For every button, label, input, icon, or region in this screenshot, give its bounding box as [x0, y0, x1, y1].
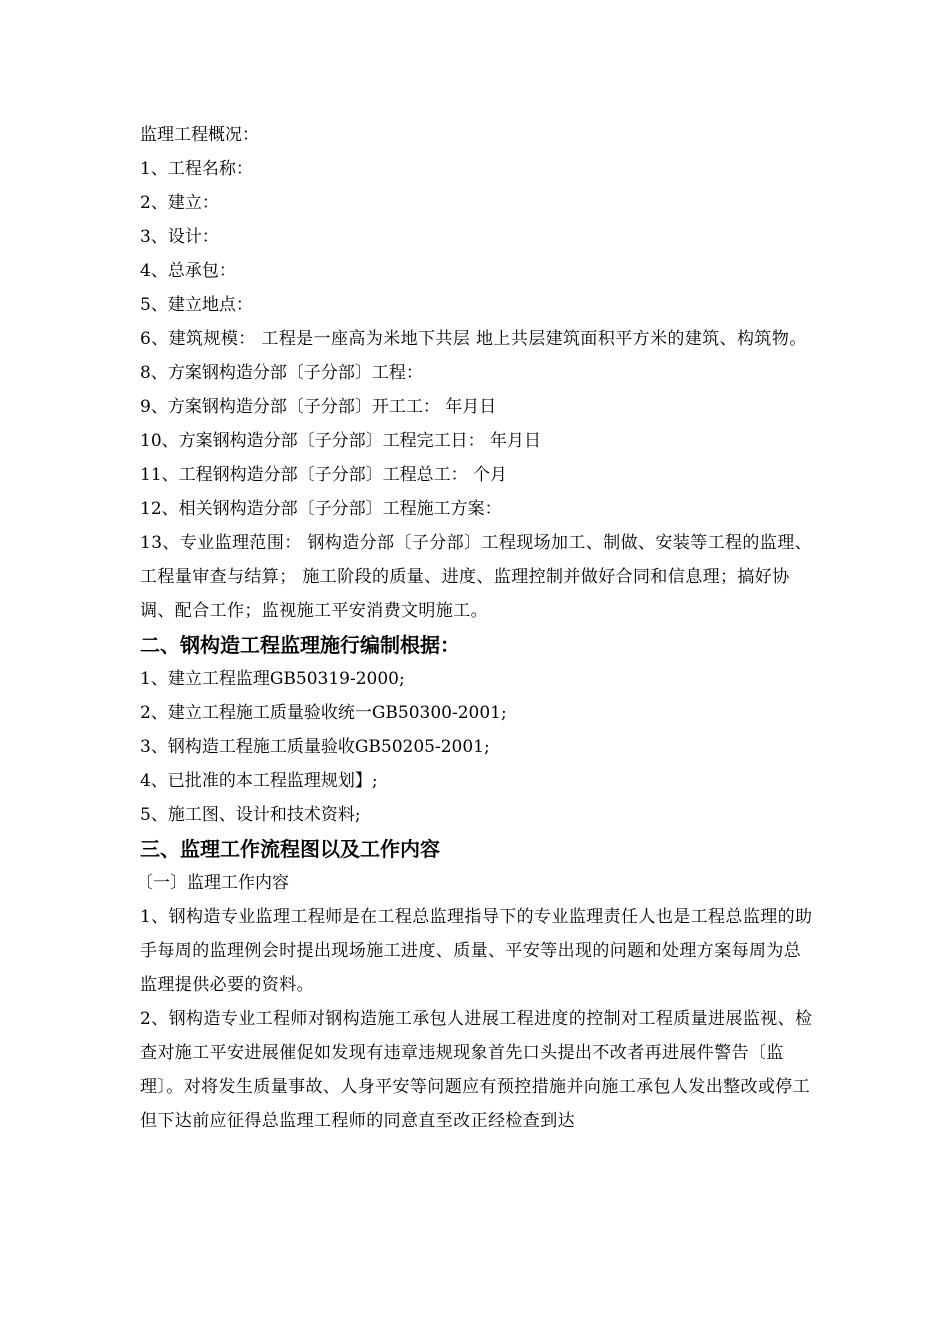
- section3-subheading: 〔一〕监理工作内容: [136, 873, 289, 893]
- overview-item-design: 3、设计：: [140, 227, 219, 247]
- section2-item-5: 5、施工图、设计和技术资料;: [140, 805, 361, 825]
- overview-item-duration: 11、工程钢构造分部〔子分部〕工程总工： 个月: [140, 465, 508, 485]
- section2-item-1: 1、建立工程监理GB50319-2000;: [140, 669, 405, 689]
- section3-heading: 三、监理工作流程图以及工作内容: [140, 837, 440, 861]
- overview-item-location: 5、建立地点：: [140, 295, 253, 315]
- overview-item-construction: 2、建立：: [140, 193, 219, 213]
- section2-item-3: 3、钢构造工程施工质量验收GB50205-2001;: [140, 737, 490, 757]
- section2-heading: 二、钢构造工程监理施行编制根据：: [140, 633, 460, 657]
- overview-item-steel-project: 8、方案钢构造分部〔子分部〕工程：: [140, 363, 423, 383]
- section3-paragraph-1: 1、钢构造专业监理工程师是在工程总监理指导下的专业监理责任人也是工程总监理的助手每周的监理例会时提出现场施工进度、质量、平安等出现的问题和处理方案每周为总监理提供必要的资料。: [140, 907, 813, 995]
- section2-item-2: 2、建立工程施工质量验收统一GB50300-2001;: [140, 703, 507, 723]
- overview-item-construction-plan: 12、相关钢构造分部〔子分部〕工程施工方案：: [140, 499, 502, 519]
- overview-item-general-contractor: 4、总承包：: [140, 261, 236, 281]
- overview-item-completion-date: 10、方案钢构造分部〔子分部〕工程完工日： 年月日: [140, 431, 542, 451]
- overview-item-project-name: 1、工程名称：: [140, 159, 253, 179]
- section3-paragraph-2: 2、钢构造专业工程师对钢构造施工承包人进展工程进度的控制对工程质量进展监视、检查对施工平安进展催促如发现有违章违规现象首先口头提出不改者再进展件警告〔监理〕。对将发生质量事故、人身平安等问题应有预控措施并向施工承包人发出整改或停工但下达前应征得总监理工程师的同意直至改正经检查到达: [140, 1009, 813, 1131]
- overview-title: 监理工程概况：: [140, 125, 259, 145]
- overview-item-scale: 6、建筑规模： 工程是一座高为米地下共层 地上共层建筑面积平方米的建筑、构筑物。: [140, 329, 807, 349]
- section2-item-4: 4、已批准的本工程监理规划】;: [140, 771, 378, 791]
- overview-item-supervision-scope: 13、专业监理范围： 钢构造分部〔子分部〕工程现场加工、制做、安装等工程的监理、工程量审查与结算； 施工阶段的质量、进度、监理控制并做好合同和信息理；搞好协调、配合工作；监视施工平安消费文明施工。: [140, 533, 813, 621]
- document-page: [136, 118, 815, 1138]
- overview-item-start-date: 9、方案钢构造分部〔子分部〕开工工： 年月日: [140, 397, 497, 417]
